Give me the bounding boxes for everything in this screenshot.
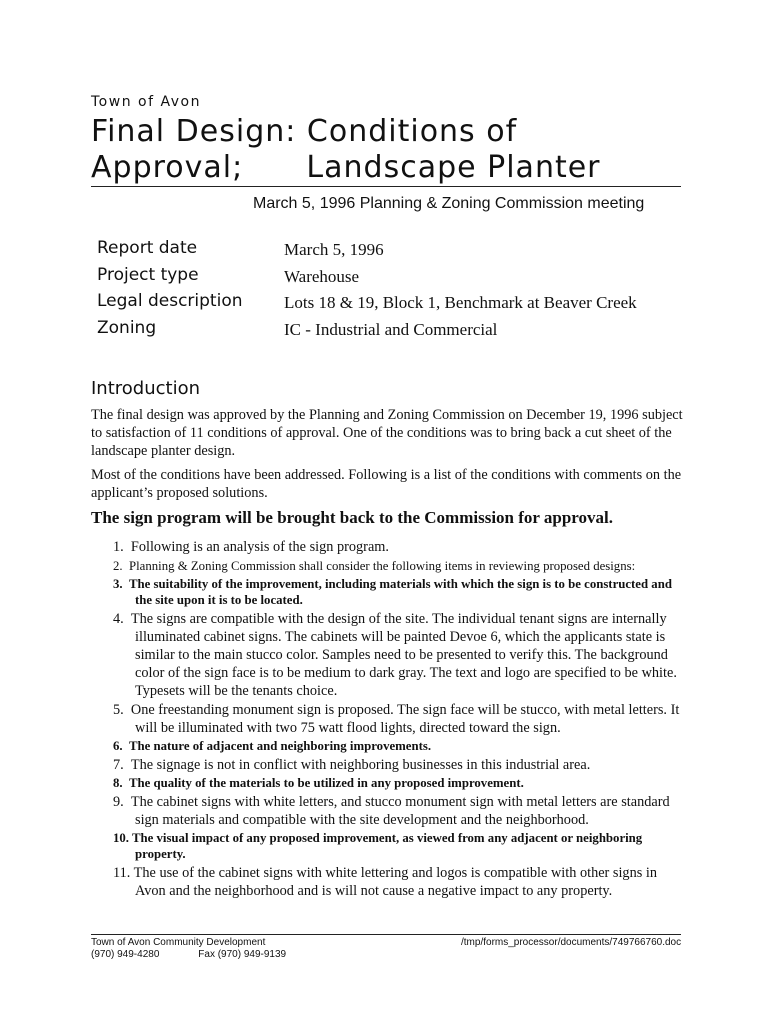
list-item: 5. One freestanding monument sign is proposed. The sign face will be stucco, with metal letters. It will be illuminated with two 75 watt flood lights, directed toward the sign.	[113, 702, 680, 736]
list-item: 3. The suitability of the improvement, including materials with which the sign is to be constructed and the site upon it is to be located.	[113, 577, 672, 607]
list-item: 6. The nature of adjacent and neighboring improvements.	[113, 739, 432, 753]
list-item: 1. Following is an analysis of the sign program.	[113, 539, 389, 555]
footer-organization: Town of Avon Community Development	[91, 937, 266, 948]
town-name: Town of Avon	[91, 94, 201, 110]
fact-value: Warehouse	[284, 266, 360, 286]
sign-program-heading: The sign program will be brought back to the Commission for approval.	[91, 508, 614, 527]
title-line-1: Final Design: Conditions of	[91, 114, 518, 149]
conditions-list	[89, 538, 689, 901]
fact-label: Project type	[97, 264, 199, 285]
list-item: 11. The use of the cabinet signs with white lettering and logos is compatible with other signs in Avon and the neighborhood and is will not cause a negative impact to any property.	[113, 865, 657, 899]
footer-divider	[91, 934, 681, 935]
list-item: 8. The quality of the materials to be utilized in any proposed improvement.	[113, 776, 524, 790]
meeting-subtitle: March 5, 1996 Planning & Zoning Commission meeting	[253, 195, 645, 212]
introduction-heading: Introduction	[91, 378, 201, 399]
title-line-2: Approval; Landscape Planter	[91, 150, 601, 185]
fact-label: Report date	[97, 238, 198, 258]
footer-file-path: /tmp/forms_processor/documents/749766760.doc	[461, 937, 682, 948]
fact-value: IC - Industrial and Commercial	[284, 319, 498, 339]
list-item: 7. The signage is not in conflict with neighboring businesses in this industrial area.	[113, 757, 591, 773]
fact-label: Zoning	[97, 317, 157, 338]
footer-phone-fax: (970) 949-4280 Fax (970) 949-9139	[91, 949, 287, 960]
title-divider	[91, 186, 681, 187]
list-item: 10. The visual impact of any proposed improvement, as viewed from any adjacent or neighboring property.	[113, 831, 643, 861]
fact-value: March 5, 1996	[284, 240, 384, 259]
fact-value: Lots 18 & 19, Block 1, Benchmark at Beaver Creek	[284, 293, 637, 312]
list-item: 4. The signs are compatible with the design of the site. The individual tenant signs are internally illuminated cabinet signs. The cabinets will be painted Devoe 6, which the applicants state is similar to the main stucco color. Samples need to be presented to verify this. The background color of the sign face is to be medium to dark gray. The text and logo are specified to be white. Typesets will be the tenants choice.	[113, 611, 677, 699]
fact-label: Legal description	[97, 291, 243, 311]
intro-paragraph-1: The final design was approved by the Planning and Zoning Commission on December 19, 1996 subject to satisfaction of 11 conditions of approval. One of the conditions was to bring back a cut sheet of the landscape planter design.	[91, 407, 683, 459]
intro-paragraph-2: Most of the conditions have been addressed. Following is a list of the conditions with comments on the applicant’s proposed solutions.	[91, 467, 682, 501]
list-item: 2. Planning & Zoning Commission shall consider the following items in reviewing proposed designs:	[113, 559, 636, 573]
list-item: 9. The cabinet signs with white letters, and stucco monument sign with metal letters are standard sign materials and compatible with the site development and the neighborhood.	[113, 794, 670, 828]
document-title	[91, 114, 681, 186]
